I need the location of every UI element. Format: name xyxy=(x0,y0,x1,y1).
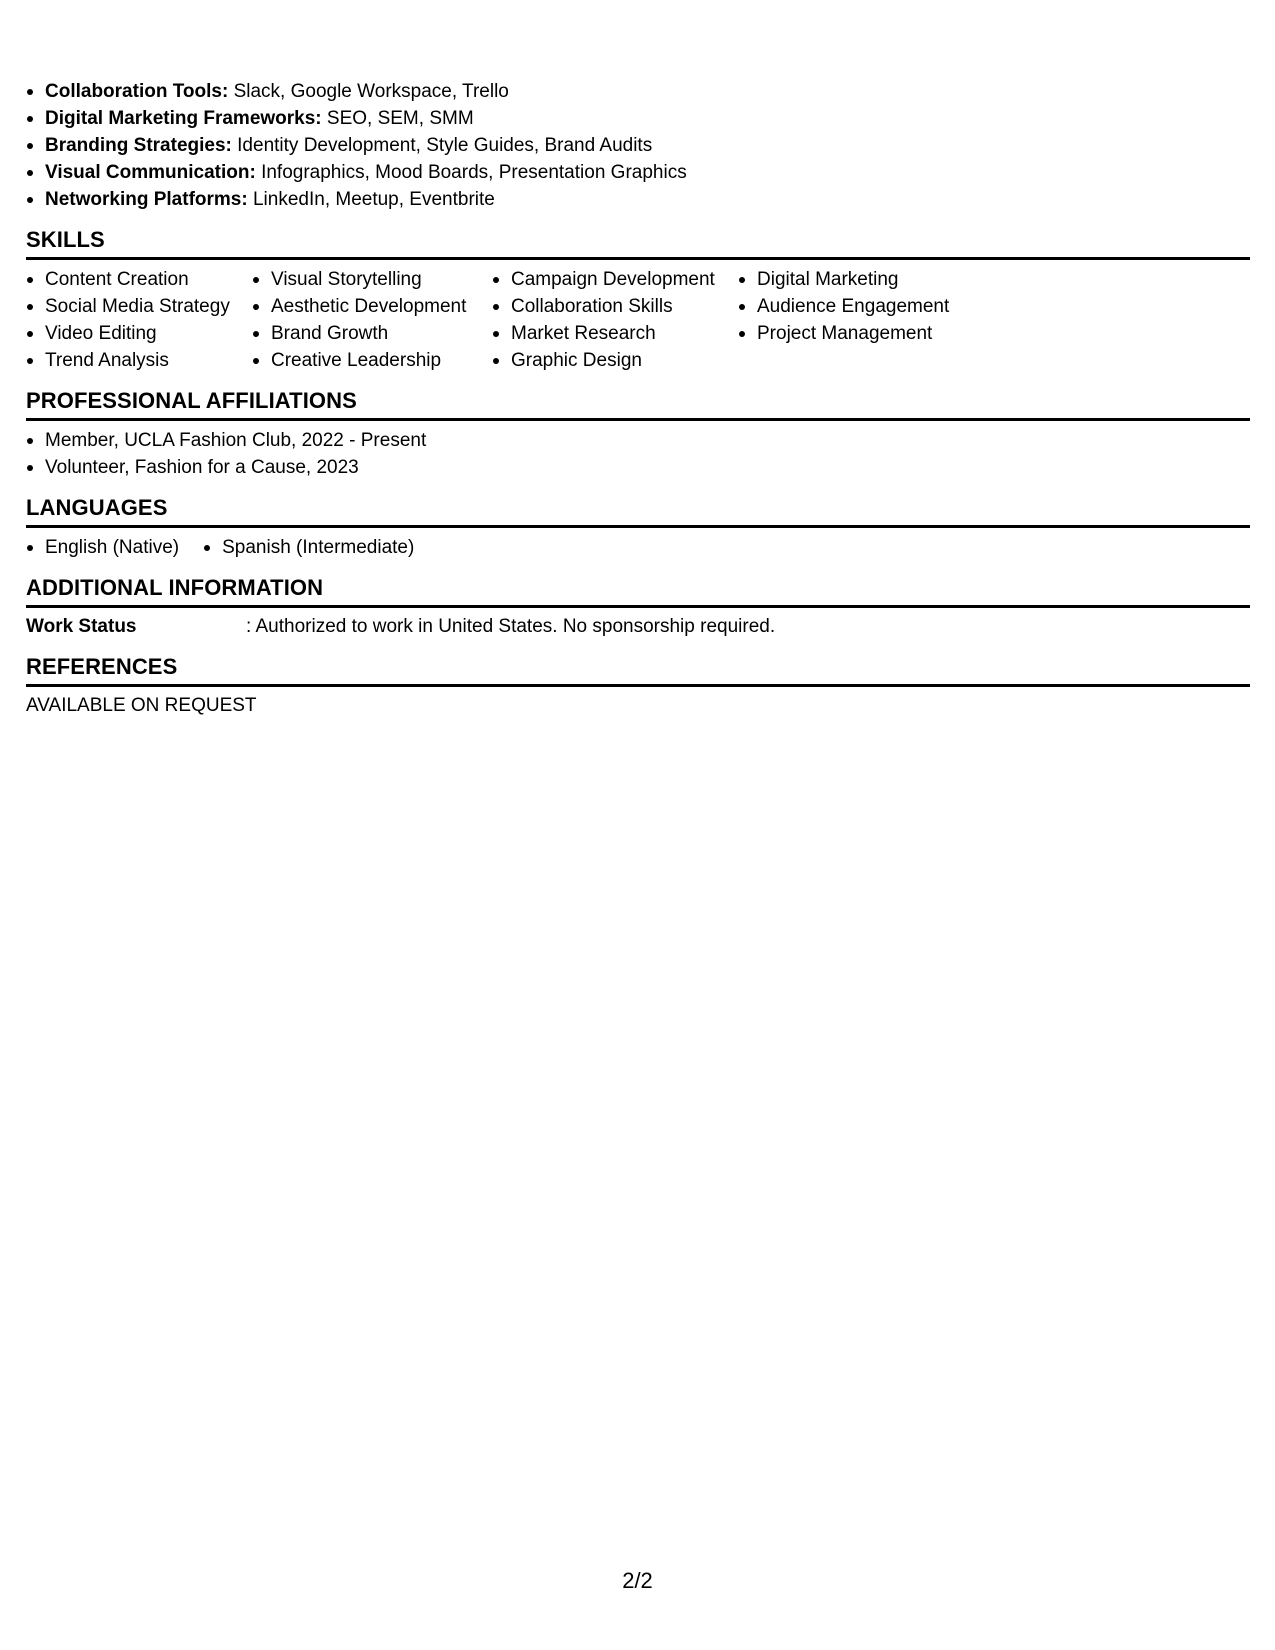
tools-item-value: Slack, Google Workspace, Trello xyxy=(228,81,509,102)
tools-item-visual-communication xyxy=(26,159,1250,186)
language-item: English (Native) xyxy=(26,534,179,561)
language-item: Spanish (Intermediate) xyxy=(203,534,414,561)
skill-item: Content Creation xyxy=(26,266,228,293)
skill-item: Collaboration Skills xyxy=(492,293,714,320)
skill-item: Brand Growth xyxy=(252,320,468,347)
references-text: AVAILABLE ON REQUEST xyxy=(26,695,257,716)
affiliations-list xyxy=(26,427,1250,481)
skill-item: Audience Engagement xyxy=(738,293,978,320)
work-status-label: Work Status xyxy=(26,616,137,637)
skill-item: Project Management xyxy=(738,320,978,347)
skills-column xyxy=(252,266,468,374)
page-number: 2/2 xyxy=(622,1568,653,1593)
affiliation-item: Member, UCLA Fashion Club, 2022 - Present xyxy=(26,427,1250,454)
skill-item: Graphic Design xyxy=(492,347,714,374)
tools-item-networking xyxy=(26,186,1250,213)
skills-heading: SKILLS xyxy=(26,227,1250,260)
work-status-row xyxy=(26,614,1250,640)
tools-item-label: Branding Strategies: xyxy=(45,135,232,156)
skills-grid xyxy=(26,266,1250,374)
additional-info-heading: ADDITIONAL INFORMATION xyxy=(26,575,1250,608)
tools-item-label: Networking Platforms: xyxy=(45,189,248,210)
skill-item: Social Media Strategy xyxy=(26,293,228,320)
tools-item-label: Digital Marketing Frameworks: xyxy=(45,108,322,129)
tools-item-value: Identity Development, Style Guides, Brand Audits xyxy=(231,135,653,156)
languages-heading: LANGUAGES xyxy=(26,495,1250,528)
tools-item-label: Visual Communication: xyxy=(45,162,256,183)
affiliations-heading: PROFESSIONAL AFFILIATIONS xyxy=(26,388,1250,421)
references-heading: REFERENCES xyxy=(26,654,1250,687)
skills-column xyxy=(492,266,714,374)
skill-item: Market Research xyxy=(492,320,714,347)
tools-list xyxy=(26,78,1250,213)
tools-item-value: Infographics, Mood Boards, Presentation Graphics xyxy=(255,162,687,183)
skill-item: Visual Storytelling xyxy=(252,266,468,293)
tools-item-collaboration xyxy=(26,78,1250,105)
affiliation-item: Volunteer, Fashion for a Cause, 2023 xyxy=(26,454,1250,481)
tools-item-label: Collaboration Tools: xyxy=(45,81,229,102)
skill-item: Creative Leadership xyxy=(252,347,468,374)
tools-item-value: LinkedIn, Meetup, Eventbrite xyxy=(247,189,495,210)
tools-item-value: SEO, SEM, SMM xyxy=(321,108,474,129)
skills-column xyxy=(738,266,978,374)
skill-item: Video Editing xyxy=(26,320,228,347)
skill-item: Aesthetic Development xyxy=(252,293,468,320)
resume-page xyxy=(26,78,1250,719)
skill-item: Digital Marketing xyxy=(738,266,978,293)
tools-item-digital-marketing xyxy=(26,105,1250,132)
skill-item: Campaign Development xyxy=(492,266,714,293)
work-status-value: : Authorized to work in United States. No sponsorship required. xyxy=(246,616,776,637)
skills-column xyxy=(26,266,228,374)
tools-item-branding xyxy=(26,132,1250,159)
skill-item: Trend Analysis xyxy=(26,347,228,374)
languages-list xyxy=(26,534,1250,561)
